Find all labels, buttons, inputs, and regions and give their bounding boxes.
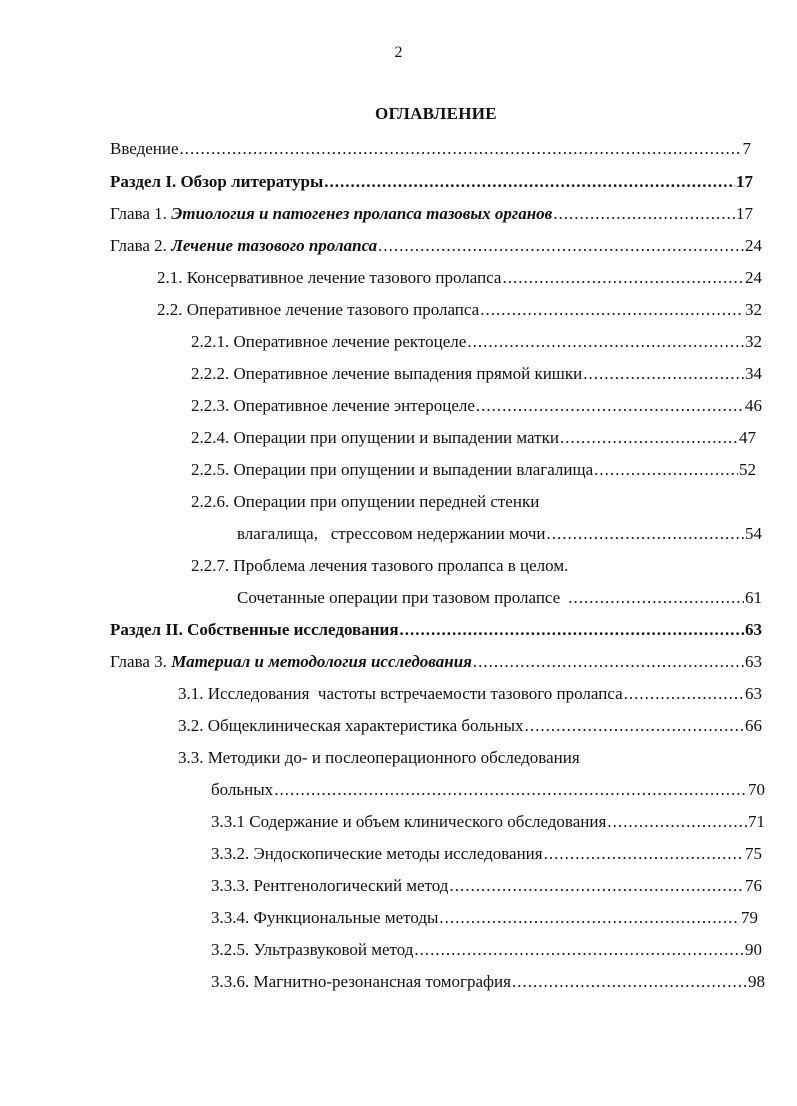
toc-entry-2-2-6-line2 [237, 521, 762, 547]
dot-leader [624, 681, 744, 707]
toc-entry-text: 3.2.5. Ультразвуковой метод [211, 940, 414, 959]
page-title: ОГЛАВЛЕНИЕ [375, 104, 497, 123]
toc-entry-2-2-7-line1 [191, 553, 762, 579]
toc-entry-2-2-7-line2 [237, 585, 762, 611]
toc-entry-3-3-3 [211, 873, 762, 899]
toc-entry-text: 2.2. Оперативное лечение тазового пролапса [157, 300, 480, 319]
dot-leader [594, 457, 738, 483]
toc-entry-intro [110, 136, 751, 162]
dot-leader [400, 617, 744, 643]
toc-entry-text: 2.2.7. Проблема лечения тазового пролапса в целом. [191, 556, 569, 575]
toc-page-number: 52 [739, 460, 756, 479]
toc-entry-3-1 [178, 681, 762, 707]
toc-page-number: 17 [736, 172, 753, 191]
toc-page-number: 90 [745, 940, 762, 959]
toc-entry-text: 2.2.6. Операции при опущении передней стенки [191, 492, 540, 511]
toc-entry-text: 2.2.3. Оперативное лечение энтероцеле [191, 396, 475, 415]
dot-leader [180, 136, 742, 162]
toc-entry-2-1 [157, 265, 762, 291]
toc-entry-text: Сочетанные операции при тазовом пролапсе [237, 588, 561, 607]
toc-page-number: 24 [745, 268, 762, 287]
dot-leader [274, 777, 747, 803]
dot-leader [512, 969, 747, 995]
toc-entry-text: Раздел I. Обзор литературы [110, 172, 324, 191]
toc-page-number: 24 [745, 236, 762, 255]
toc-entry-3-3-2 [211, 841, 762, 867]
toc-entry-text: 3.3.3. Рентгенологический метод [211, 876, 449, 895]
toc-entry-3-3-line1 [178, 745, 762, 771]
chapter-title: Лечение тазового пролапса [171, 236, 378, 255]
toc-entry-3-3-6 [211, 969, 765, 995]
toc-page-number: 34 [745, 364, 762, 383]
toc-entry-2-2-3 [191, 393, 762, 419]
dot-leader [378, 233, 744, 259]
toc-entry-2-2-6-line1 [191, 489, 762, 515]
toc-entry-2-2-4 [191, 425, 756, 451]
chapter-prefix: Глава 2. [110, 236, 172, 255]
toc-page-number: 7 [742, 139, 751, 158]
dot-leader [414, 937, 744, 963]
toc-entry-3-3-line2 [211, 777, 765, 803]
toc-entry-text: 2.2.1. Оперативное лечение ректоцеле [191, 332, 467, 351]
toc-entry-section-1 [110, 169, 753, 195]
dot-leader [525, 713, 744, 739]
dot-leader [568, 585, 744, 611]
toc-page-number: 63 [745, 652, 762, 671]
toc-page-number: 98 [748, 972, 765, 991]
chapter-title: Этиология и патогенез пролапса тазовых органов [171, 204, 553, 223]
toc-page-number: 47 [739, 428, 756, 447]
toc-page-number: 46 [745, 396, 762, 415]
toc-page-number: 76 [745, 876, 762, 895]
toc-entry-chapter-1 [110, 201, 753, 227]
toc-entry-text: Введение [110, 139, 179, 158]
dot-leader [449, 873, 744, 899]
dot-leader [467, 329, 744, 355]
toc-page-number: 79 [741, 908, 758, 927]
toc-entry-text: 3.3.1 Содержание и объем клинического обследования [211, 812, 607, 831]
chapter-prefix: Глава 3. [110, 652, 172, 671]
toc-entry-text: 2.1. Консервативное лечение тазового пролапса [157, 268, 502, 287]
dot-leader [583, 361, 744, 387]
dot-leader [473, 649, 744, 675]
dot-leader [476, 393, 744, 419]
toc-entry-text: 3.3.4. Функциональные методы [211, 908, 439, 927]
toc-entry-2-2 [157, 297, 762, 323]
dot-leader [324, 169, 735, 195]
toc-entry-text: Раздел II. Собственные исследования [110, 620, 399, 639]
page-number: 2 [394, 44, 403, 61]
dot-leader [546, 521, 744, 547]
dot-leader [607, 809, 747, 835]
toc-entry-3-3-4 [211, 905, 758, 931]
toc-entry-2-2-5 [191, 457, 756, 483]
toc-entry-text: 2.2.2. Оперативное лечение выпадения прямой кишки [191, 364, 583, 383]
toc-entry-text: 2.2.5. Операции при опущении и выпадении влагалища [191, 460, 594, 479]
dot-leader [502, 265, 744, 291]
toc-page-number: 17 [736, 204, 753, 223]
toc-page-number: 66 [745, 716, 762, 735]
dot-leader [480, 297, 744, 323]
toc-entry-3-2-5 [211, 937, 762, 963]
toc-entry-2-2-2 [191, 361, 762, 387]
toc-entry-section-2 [110, 617, 762, 643]
toc-entry-text: 2.2.4. Операции при опущении и выпадении матки [191, 428, 559, 447]
toc-entry-text: больных [211, 780, 274, 799]
toc-entry-text: 3.1. Исследования частоты встречаемости тазового пролапса [178, 684, 623, 703]
toc-page-number: 70 [748, 780, 765, 799]
toc-entry-3-2 [178, 713, 762, 739]
dot-leader [544, 841, 744, 867]
chapter-title: Материал и методология исследования [171, 652, 472, 671]
toc-entry-chapter-2 [110, 233, 762, 259]
toc-page-number: 32 [745, 300, 762, 319]
toc-entry-text: влагалища, стрессовом недержании мочи [237, 524, 546, 543]
toc-page-number: 54 [745, 524, 762, 543]
toc-entry-3-3-1 [211, 809, 765, 835]
toc-entry-text: 3.2. Общеклиническая характеристика больных [178, 716, 524, 735]
toc-page-number: 63 [745, 620, 762, 639]
dot-leader [439, 905, 740, 931]
toc-entry-text: 3.3.2. Эндоскопические методы исследования [211, 844, 543, 863]
toc-entry-text: 3.3. Методики до- и послеоперационного обследования [178, 748, 580, 767]
toc-page-number: 63 [745, 684, 762, 703]
toc-page-number: 75 [745, 844, 762, 863]
toc-page-number: 61 [745, 588, 762, 607]
toc-entry-2-2-1 [191, 329, 762, 355]
toc-entry-text: 3.3.6. Магнитно-резонансная томография [211, 972, 511, 991]
dot-leader [553, 201, 735, 227]
dot-leader [560, 425, 738, 451]
toc-page-number: 71 [748, 812, 765, 831]
toc-entry-chapter-3 [110, 649, 762, 675]
chapter-prefix: Глава 1. [110, 204, 172, 223]
toc-page-number: 32 [745, 332, 762, 351]
